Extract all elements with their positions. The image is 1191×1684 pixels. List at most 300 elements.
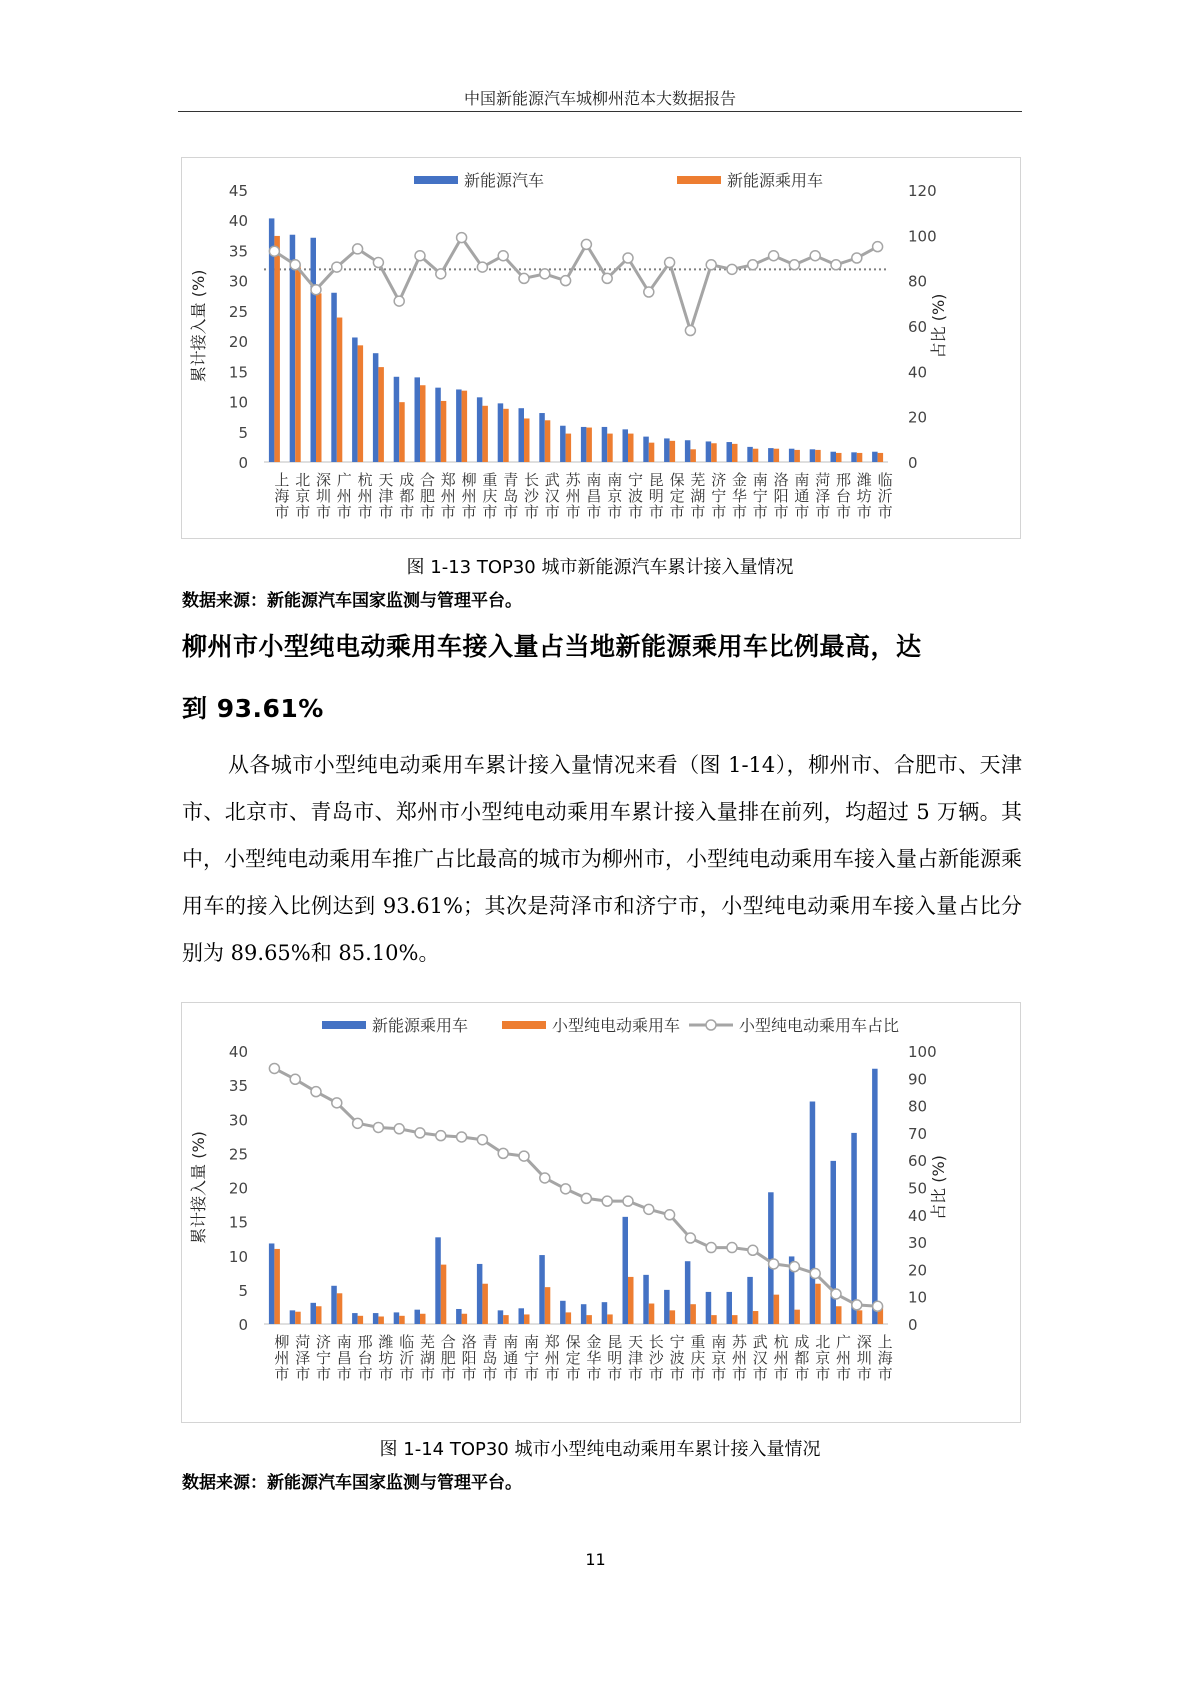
bar-新能源乘用车-南宁市 xyxy=(519,1308,525,1324)
y2-tick-label: 100 xyxy=(908,1043,937,1061)
bar-小型纯电动乘用车-济宁市 xyxy=(316,1306,322,1324)
line-point-上海市 xyxy=(269,246,279,256)
x-tick-label: 郑州市 xyxy=(542,1334,561,1382)
bar-新能源乘用车-重庆市 xyxy=(685,1261,691,1324)
y-tick-label: 5 xyxy=(238,423,248,442)
y-tick-label: 10 xyxy=(228,1247,248,1266)
y-axis-title: 累计接入量 (%) xyxy=(189,1131,208,1244)
x-tick-label: 杭州市 xyxy=(355,472,374,520)
x-tick-label: 长沙市 xyxy=(522,472,540,520)
y2-tick-label: 10 xyxy=(908,1288,928,1307)
bar-新能源乘用车-合肥市 xyxy=(420,385,426,462)
bar-新能源汽车-柳州市 xyxy=(456,389,462,462)
line-point-南宁市 xyxy=(519,1151,529,1161)
bar-新能源汽车-洛阳市 xyxy=(768,448,774,462)
y-tick-label: 30 xyxy=(228,1111,248,1130)
bar-小型纯电动乘用车-重庆市 xyxy=(690,1304,696,1324)
bar-新能源乘用车-临沂市 xyxy=(878,453,884,462)
line-point-邢台市 xyxy=(831,260,841,270)
figure-1-source: 数据来源：新能源汽车国家监测与管理平台。 xyxy=(182,591,522,611)
line-point-武汉市 xyxy=(748,1245,758,1255)
y2-tick-label: 100 xyxy=(908,227,937,246)
bar-新能源乘用车-武汉市 xyxy=(747,1277,753,1324)
bar-小型纯电动乘用车-北京市 xyxy=(815,1284,821,1324)
bar-新能源乘用车-柳州市 xyxy=(462,391,468,462)
line-point-重庆市 xyxy=(685,1233,695,1243)
y-tick-label: 45 xyxy=(228,182,248,200)
section-heading-line-2: 到 93.61% xyxy=(182,694,324,723)
page-number: 11 xyxy=(585,1550,606,1569)
x-tick-label: 重庆市 xyxy=(480,472,499,520)
x-tick-label: 苏州市 xyxy=(730,1334,748,1382)
bar-新能源乘用车-菏泽市 xyxy=(815,450,821,462)
bar-新能源汽车-成都市 xyxy=(394,377,400,462)
line-point-上海市 xyxy=(873,1301,883,1311)
line-point-天津市 xyxy=(373,258,383,268)
line-point-苏州市 xyxy=(561,276,571,286)
bar-新能源乘用车-杭州市 xyxy=(768,1192,774,1324)
bar-小型纯电动乘用车-武汉市 xyxy=(753,1311,759,1324)
bar-新能源乘用车-宁波市 xyxy=(664,1290,670,1324)
bar-小型纯电动乘用车-金华市 xyxy=(586,1315,592,1324)
bar-新能源汽车-邢台市 xyxy=(831,452,837,462)
bar-小型纯电动乘用车-临沂市 xyxy=(399,1316,405,1324)
bar-新能源乘用车-南宁市 xyxy=(753,449,759,462)
line-point-北京市 xyxy=(810,1268,820,1278)
bar-小型纯电动乘用车-广州市 xyxy=(836,1306,842,1324)
bar-新能源乘用车-青岛市 xyxy=(503,409,509,462)
line-point-宁波市 xyxy=(623,253,633,263)
bar-新能源乘用车-合肥市 xyxy=(435,1237,441,1324)
bar-新能源汽车-菏泽市 xyxy=(810,449,816,462)
bar-新能源乘用车-芜湖市 xyxy=(415,1310,421,1324)
x-tick-label: 北京市 xyxy=(813,1334,832,1382)
bar-新能源乘用车-保定市 xyxy=(560,1301,566,1324)
bar-新能源乘用车-北京市 xyxy=(295,266,301,462)
line-point-菏泽市 xyxy=(810,251,820,261)
bar-新能源乘用车-昆明市 xyxy=(649,443,655,462)
bar-新能源乘用车-广州市 xyxy=(337,318,343,462)
line-point-临沂市 xyxy=(873,242,883,252)
figure-1-caption: 图 1-13 TOP30 城市新能源汽车累计接入量情况 xyxy=(406,557,794,578)
line-point-邢台市 xyxy=(353,1118,363,1128)
line-point-芜湖市 xyxy=(685,326,695,336)
line-point-青岛市 xyxy=(498,251,508,261)
line-point-郑州市 xyxy=(540,1173,550,1183)
bar-新能源乘用车-成都市 xyxy=(399,402,405,462)
line-小型纯电动乘用车占比 xyxy=(274,1068,877,1306)
bar-新能源汽车-金华市 xyxy=(727,442,733,462)
bar-新能源乘用车-金华市 xyxy=(581,1304,587,1324)
line-point-天津市 xyxy=(623,1196,633,1206)
line-point-洛阳市 xyxy=(769,251,779,261)
y2-tick-label: 60 xyxy=(908,318,928,336)
bar-小型纯电动乘用车-深圳市 xyxy=(857,1310,863,1324)
bar-小型纯电动乘用车-保定市 xyxy=(566,1312,572,1324)
bar-小型纯电动乘用车-南京市 xyxy=(711,1315,717,1324)
line-point-深圳市 xyxy=(311,285,321,295)
legend-swatch-1 xyxy=(414,176,458,184)
x-tick-label: 成都市 xyxy=(792,1334,811,1382)
x-tick-label: 菏泽市 xyxy=(293,1334,312,1382)
x-tick-label: 昆明市 xyxy=(605,1334,624,1382)
bar-新能源汽车-济宁市 xyxy=(706,441,712,462)
x-tick-label: 深圳市 xyxy=(854,1334,873,1382)
line-point-青岛市 xyxy=(477,1135,487,1145)
bar-新能源汽车-天津市 xyxy=(373,353,379,462)
x-tick-label: 济宁市 xyxy=(709,472,728,520)
x-tick-label: 宁波市 xyxy=(667,1334,686,1382)
bar-新能源汽车-长沙市 xyxy=(519,408,525,462)
y-tick-label: 5 xyxy=(238,1281,248,1300)
x-tick-label: 潍坊市 xyxy=(376,1334,395,1382)
line-point-南京市 xyxy=(706,1243,716,1253)
line-point-长沙市 xyxy=(644,1204,654,1214)
x-tick-label: 南京市 xyxy=(605,472,624,520)
x-tick-label: 郑州市 xyxy=(438,472,457,520)
bar-新能源乘用车-深圳市 xyxy=(316,293,322,462)
bar-新能源乘用车-郑州市 xyxy=(441,401,447,462)
y-tick-label: 15 xyxy=(228,363,248,382)
x-tick-label: 南宁市 xyxy=(750,472,769,520)
legend-label-3: 小型纯电动乘用车占比 xyxy=(739,1016,900,1035)
line-point-济宁市 xyxy=(311,1087,321,1097)
figure-2-source: 数据来源：新能源汽车国家监测与管理平台。 xyxy=(182,1473,522,1493)
x-tick-label: 潍坊市 xyxy=(854,472,873,520)
line-point-金华市 xyxy=(581,1193,591,1203)
y2-tick-label: 80 xyxy=(908,272,928,291)
line-新能源乘用车占比 xyxy=(274,238,877,331)
y-tick-label: 40 xyxy=(228,212,248,231)
x-tick-label: 菏泽市 xyxy=(813,472,832,520)
bar-新能源乘用车-金华市 xyxy=(732,444,738,462)
legend-swatch-2 xyxy=(677,176,721,184)
x-tick-label: 济宁市 xyxy=(314,1334,332,1382)
y2-tick-label: 20 xyxy=(908,1261,928,1280)
page-header: 中国新能源汽车城柳州范本大数据报告 xyxy=(463,89,736,108)
bar-新能源乘用车-潍坊市 xyxy=(857,453,863,462)
bar-新能源汽车-青岛市 xyxy=(498,403,504,462)
bar-小型纯电动乘用车-昆明市 xyxy=(607,1314,613,1324)
line-point-潍坊市 xyxy=(373,1122,383,1132)
y-tick-label: 35 xyxy=(228,242,248,261)
bar-新能源汽车-临沂市 xyxy=(872,452,878,462)
bar-新能源汽车-保定市 xyxy=(664,438,670,462)
bar-新能源乘用车-南通市 xyxy=(794,450,800,462)
bar-新能源汽车-苏州市 xyxy=(560,426,566,462)
bar-新能源汽车-深圳市 xyxy=(311,238,317,462)
bar-小型纯电动乘用车-宁波市 xyxy=(670,1310,676,1324)
x-tick-label: 天津市 xyxy=(376,472,395,520)
bar-小型纯电动乘用车-天津市 xyxy=(628,1277,634,1324)
legend-swatch-1 xyxy=(322,1021,366,1029)
bar-新能源乘用车-重庆市 xyxy=(482,406,488,462)
x-tick-label: 昆明市 xyxy=(646,472,665,520)
bar-新能源乘用车-杭州市 xyxy=(358,345,364,462)
bar-新能源汽车-广州市 xyxy=(331,293,337,462)
bar-新能源乘用车-上海市 xyxy=(274,236,280,462)
x-tick-label: 武汉市 xyxy=(750,1334,769,1382)
x-tick-label: 南京市 xyxy=(709,1334,728,1382)
bar-新能源汽车-宁波市 xyxy=(623,429,629,462)
bar-小型纯电动乘用车-青岛市 xyxy=(482,1284,488,1324)
bar-小型纯电动乘用车-南通市 xyxy=(503,1315,509,1324)
x-tick-label: 苏州市 xyxy=(563,472,582,520)
bar-新能源乘用车-南京市 xyxy=(706,1292,712,1324)
line-point-成都市 xyxy=(789,1262,799,1272)
bar-新能源汽车-重庆市 xyxy=(477,397,483,462)
x-tick-label: 南通市 xyxy=(501,1334,520,1382)
legend-label-2: 小型纯电动乘用车 xyxy=(552,1016,681,1035)
line-point-苏州市 xyxy=(727,1243,737,1253)
x-tick-label: 青岛市 xyxy=(480,1334,499,1382)
x-tick-label: 金华市 xyxy=(730,472,748,520)
x-tick-label: 芜湖市 xyxy=(418,1334,436,1382)
line-point-杭州市 xyxy=(769,1259,779,1269)
y2-tick-label: 120 xyxy=(908,182,937,200)
chart-top30-small-bev-access xyxy=(181,1002,1021,1423)
y-tick-label: 35 xyxy=(228,1077,248,1096)
bar-新能源乘用车-宁波市 xyxy=(628,434,634,462)
line-point-菏泽市 xyxy=(290,1074,300,1084)
bar-新能源汽车-南京市 xyxy=(602,427,608,462)
bar-新能源乘用车-北京市 xyxy=(810,1102,816,1324)
y-tick-label: 0 xyxy=(238,454,248,472)
bar-小型纯电动乘用车-柳州市 xyxy=(274,1249,280,1324)
x-tick-label: 长沙市 xyxy=(646,1334,665,1382)
bar-新能源乘用车-洛阳市 xyxy=(774,449,780,462)
line-point-南通市 xyxy=(789,260,799,270)
line-point-芜湖市 xyxy=(415,1128,425,1138)
x-tick-label: 南昌市 xyxy=(584,472,603,520)
line-point-潍坊市 xyxy=(852,253,862,263)
x-tick-label: 青岛市 xyxy=(501,472,520,520)
bar-新能源汽车-南通市 xyxy=(789,449,795,462)
bar-新能源乘用车-洛阳市 xyxy=(456,1309,462,1324)
line-point-柳州市 xyxy=(457,233,467,243)
x-tick-label: 芜湖市 xyxy=(688,472,707,520)
bar-新能源乘用车-邢台市 xyxy=(352,1313,358,1324)
bar-新能源乘用车-青岛市 xyxy=(477,1264,483,1324)
y-tick-label: 15 xyxy=(228,1213,248,1232)
x-tick-label: 武汉市 xyxy=(542,472,561,520)
line-point-南京市 xyxy=(602,273,612,283)
bar-小型纯电动乘用车-芜湖市 xyxy=(420,1314,426,1324)
x-tick-label: 合肥市 xyxy=(418,472,436,520)
bar-新能源乘用车-南昌市 xyxy=(331,1286,337,1324)
line-point-保定市 xyxy=(561,1184,571,1194)
line-point-洛阳市 xyxy=(457,1132,467,1142)
y-tick-label: 20 xyxy=(228,1179,248,1198)
line-point-柳州市 xyxy=(269,1063,279,1073)
y-tick-label: 20 xyxy=(228,333,248,352)
y2-axis-title: 占比 (%) xyxy=(929,293,948,359)
bar-小型纯电动乘用车-长沙市 xyxy=(649,1304,655,1324)
bar-小型纯电动乘用车-杭州市 xyxy=(774,1295,780,1324)
bar-小型纯电动乘用车-成都市 xyxy=(794,1310,800,1324)
section-heading-line-1: 柳州市小型纯电动乘用车接入量占当地新能源乘用车比例最高，达 xyxy=(182,632,922,661)
y-tick-label: 40 xyxy=(228,1043,248,1061)
x-tick-label: 广州市 xyxy=(834,1334,852,1382)
line-point-临沂市 xyxy=(394,1124,404,1134)
bar-小型纯电动乘用车-邢台市 xyxy=(358,1316,364,1324)
bar-新能源乘用车-济宁市 xyxy=(311,1303,317,1324)
x-tick-label: 成都市 xyxy=(397,472,416,520)
bar-小型纯电动乘用车-合肥市 xyxy=(441,1265,447,1324)
line-point-广州市 xyxy=(332,262,342,272)
y2-tick-label: 0 xyxy=(908,1316,918,1334)
bar-小型纯电动乘用车-洛阳市 xyxy=(462,1314,468,1324)
bar-新能源乘用车-长沙市 xyxy=(524,418,530,462)
x-tick-label: 临沂市 xyxy=(875,472,894,520)
line-point-合肥市 xyxy=(415,251,425,261)
x-tick-label: 南宁市 xyxy=(522,1334,540,1382)
line-point-金华市 xyxy=(727,264,737,274)
x-tick-label: 柳州市 xyxy=(459,472,478,520)
paragraph-text: 从各城市小型纯电动乘用车累计接入量情况来看（图 1-14），柳州市、合肥市、天津市、北京市、青岛市、郑州市小型纯电动乘用车累计接入量排在前列，均超过 5 万辆。其中，小型纯电动乘用车推广占比最高的城市为柳州市，小型纯电动乘用车接入量占新能源乘用车的接入比例达到 93.61%；其次是菏泽市和济宁市，小型纯电动乘用车接入量占比分别为 89.65%和 85.10%。 xyxy=(182,753,1022,965)
bar-新能源汽车-昆明市 xyxy=(643,437,649,462)
bar-新能源乘用车-天津市 xyxy=(623,1217,629,1324)
x-tick-label: 北京市 xyxy=(293,472,312,520)
x-tick-label: 上海市 xyxy=(875,1334,894,1382)
line-point-南通市 xyxy=(498,1148,508,1158)
bar-新能源乘用车-天津市 xyxy=(378,367,384,462)
bar-新能源乘用车-昆明市 xyxy=(602,1302,608,1324)
x-tick-label: 宁波市 xyxy=(626,472,644,520)
body-paragraph xyxy=(182,742,1022,977)
bar-新能源汽车-南宁市 xyxy=(747,447,753,462)
x-tick-label: 临沂市 xyxy=(397,1334,416,1382)
bar-小型纯电动乘用车-南宁市 xyxy=(524,1314,530,1324)
x-tick-label: 深圳市 xyxy=(314,472,332,520)
bar-新能源乘用车-济宁市 xyxy=(711,443,717,462)
line-point-成都市 xyxy=(394,296,404,306)
y2-axis-title: 占比 (%) xyxy=(929,1155,948,1220)
line-point-重庆市 xyxy=(477,262,487,272)
x-tick-label: 保定市 xyxy=(563,1334,582,1382)
figure-2-caption: 图 1-14 TOP30 城市小型纯电动乘用车累计接入量情况 xyxy=(379,1439,821,1460)
y-tick-label: 25 xyxy=(228,302,248,321)
chart-2-svg xyxy=(182,1003,1022,1424)
x-tick-label: 柳州市 xyxy=(272,1334,291,1382)
header-rule xyxy=(178,111,1022,112)
legend-label-1: 新能源乘用车 xyxy=(372,1016,469,1035)
bar-新能源乘用车-保定市 xyxy=(670,441,676,462)
y-tick-label: 30 xyxy=(228,272,248,291)
line-point-南昌市 xyxy=(332,1098,342,1108)
y2-tick-label: 80 xyxy=(908,1097,928,1116)
bar-小型纯电动乘用车-南昌市 xyxy=(337,1293,343,1324)
x-tick-label: 邢台市 xyxy=(355,1334,374,1382)
bar-新能源汽车-潍坊市 xyxy=(851,452,857,462)
bar-新能源乘用车-上海市 xyxy=(872,1069,878,1324)
bar-新能源乘用车-苏州市 xyxy=(566,434,572,462)
bar-新能源乘用车-柳州市 xyxy=(269,1243,275,1324)
y2-tick-label: 20 xyxy=(908,408,928,427)
y2-tick-label: 40 xyxy=(908,363,928,382)
bar-新能源乘用车-芜湖市 xyxy=(690,449,696,462)
line-point-南昌市 xyxy=(581,239,591,249)
bar-新能源乘用车-邢台市 xyxy=(836,453,842,462)
y2-tick-label: 60 xyxy=(908,1152,928,1171)
bar-新能源乘用车-长沙市 xyxy=(643,1275,649,1324)
bar-新能源乘用车-南昌市 xyxy=(586,428,592,462)
x-tick-label: 金华市 xyxy=(584,1334,603,1382)
bar-新能源汽车-南昌市 xyxy=(581,427,587,462)
line-point-深圳市 xyxy=(852,1300,862,1310)
x-tick-label: 杭州市 xyxy=(771,1334,790,1382)
x-tick-label: 上海市 xyxy=(272,472,291,520)
bar-新能源乘用车-苏州市 xyxy=(727,1292,733,1324)
legend-label-2: 新能源乘用车 xyxy=(727,171,824,190)
bar-新能源乘用车-深圳市 xyxy=(851,1133,857,1324)
x-tick-label: 重庆市 xyxy=(688,1334,707,1382)
line-point-南宁市 xyxy=(748,260,758,270)
bar-新能源乘用车-郑州市 xyxy=(539,1255,545,1324)
x-tick-label: 合肥市 xyxy=(438,1334,457,1382)
line-point-昆明市 xyxy=(602,1196,612,1206)
line-point-昆明市 xyxy=(644,287,654,297)
line-point-北京市 xyxy=(290,260,300,270)
x-tick-label: 天津市 xyxy=(626,1334,644,1382)
line-point-郑州市 xyxy=(436,269,446,279)
bar-新能源乘用车-潍坊市 xyxy=(373,1313,379,1324)
y2-tick-label: 0 xyxy=(908,454,918,472)
legend-marker xyxy=(706,1020,716,1030)
y-axis-title: 累计接入量 (%) xyxy=(189,269,208,383)
bar-小型纯电动乘用车-苏州市 xyxy=(732,1315,738,1324)
x-tick-label: 洛阳市 xyxy=(459,1334,478,1382)
x-tick-label: 洛阳市 xyxy=(771,472,790,520)
x-tick-label: 保定市 xyxy=(667,472,686,520)
line-point-武汉市 xyxy=(540,269,550,279)
bar-小型纯电动乘用车-郑州市 xyxy=(545,1287,551,1324)
y2-tick-label: 70 xyxy=(908,1124,928,1143)
bar-新能源汽车-武汉市 xyxy=(539,413,545,462)
y2-tick-label: 90 xyxy=(908,1070,928,1089)
legend-swatch-2 xyxy=(502,1021,546,1029)
legend-label-1: 新能源汽车 xyxy=(464,171,545,190)
line-point-长沙市 xyxy=(519,273,529,283)
y2-tick-label: 50 xyxy=(908,1179,928,1198)
bar-新能源乘用车-南京市 xyxy=(607,434,613,462)
bar-小型纯电动乘用车-菏泽市 xyxy=(295,1312,301,1324)
bar-新能源汽车-杭州市 xyxy=(352,337,358,462)
chart-1-svg xyxy=(182,158,1022,540)
x-tick-label: 广州市 xyxy=(334,472,353,520)
line-point-广州市 xyxy=(831,1289,841,1299)
line-point-合肥市 xyxy=(436,1131,446,1141)
bar-新能源汽车-郑州市 xyxy=(435,388,441,462)
line-point-济宁市 xyxy=(706,260,716,270)
line-point-宁波市 xyxy=(665,1210,675,1220)
y2-tick-label: 40 xyxy=(908,1206,928,1225)
x-tick-label: 邢台市 xyxy=(834,472,852,520)
bar-新能源乘用车-临沂市 xyxy=(394,1312,400,1324)
y2-tick-label: 30 xyxy=(908,1234,928,1253)
y-tick-label: 25 xyxy=(228,1145,248,1164)
bar-新能源乘用车-南通市 xyxy=(498,1310,504,1324)
line-point-保定市 xyxy=(665,258,675,268)
y-tick-label: 10 xyxy=(228,393,248,412)
bar-新能源乘用车-武汉市 xyxy=(545,420,551,462)
line-point-杭州市 xyxy=(353,244,363,254)
bar-新能源乘用车-菏泽市 xyxy=(290,1310,296,1324)
y-tick-label: 0 xyxy=(238,1316,248,1334)
chart-top30-nev-access xyxy=(181,157,1021,539)
bar-新能源汽车-芜湖市 xyxy=(685,440,691,462)
bar-小型纯电动乘用车-潍坊市 xyxy=(378,1316,384,1324)
